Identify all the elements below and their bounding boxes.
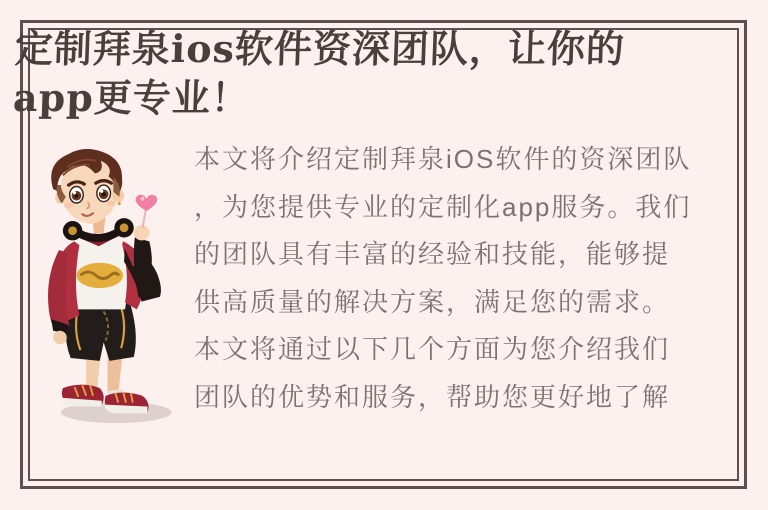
body-line: 团队的优势和服务，帮助您更好地了解: [194, 381, 671, 412]
graffiti-logo: [76, 263, 123, 288]
body-line: ，为您提供专业的定制化app服务。我们: [194, 191, 692, 222]
heart-lollipop-icon: [136, 195, 157, 212]
body-row: [14, 136, 750, 439]
body-line: 本文将介绍定制拜泉iOS软件的资深团队: [194, 144, 692, 174]
article-body: [194, 136, 750, 439]
cartoon-boy-illustration: [24, 136, 194, 439]
body-line: 供高质量的解决方案，满足您的需求。: [194, 286, 671, 317]
hand: [134, 225, 150, 241]
body-line: 本文将通过以下几个方面为您介绍我们: [194, 334, 671, 364]
cartoon-boy-icon: [24, 144, 194, 434]
earring: [118, 202, 121, 205]
article-title: 定制拜泉ios软件资深团队，让你的app更专业！: [12, 26, 626, 120]
body-line: 的团队具有丰富的经验和技能，能够提: [194, 239, 671, 269]
